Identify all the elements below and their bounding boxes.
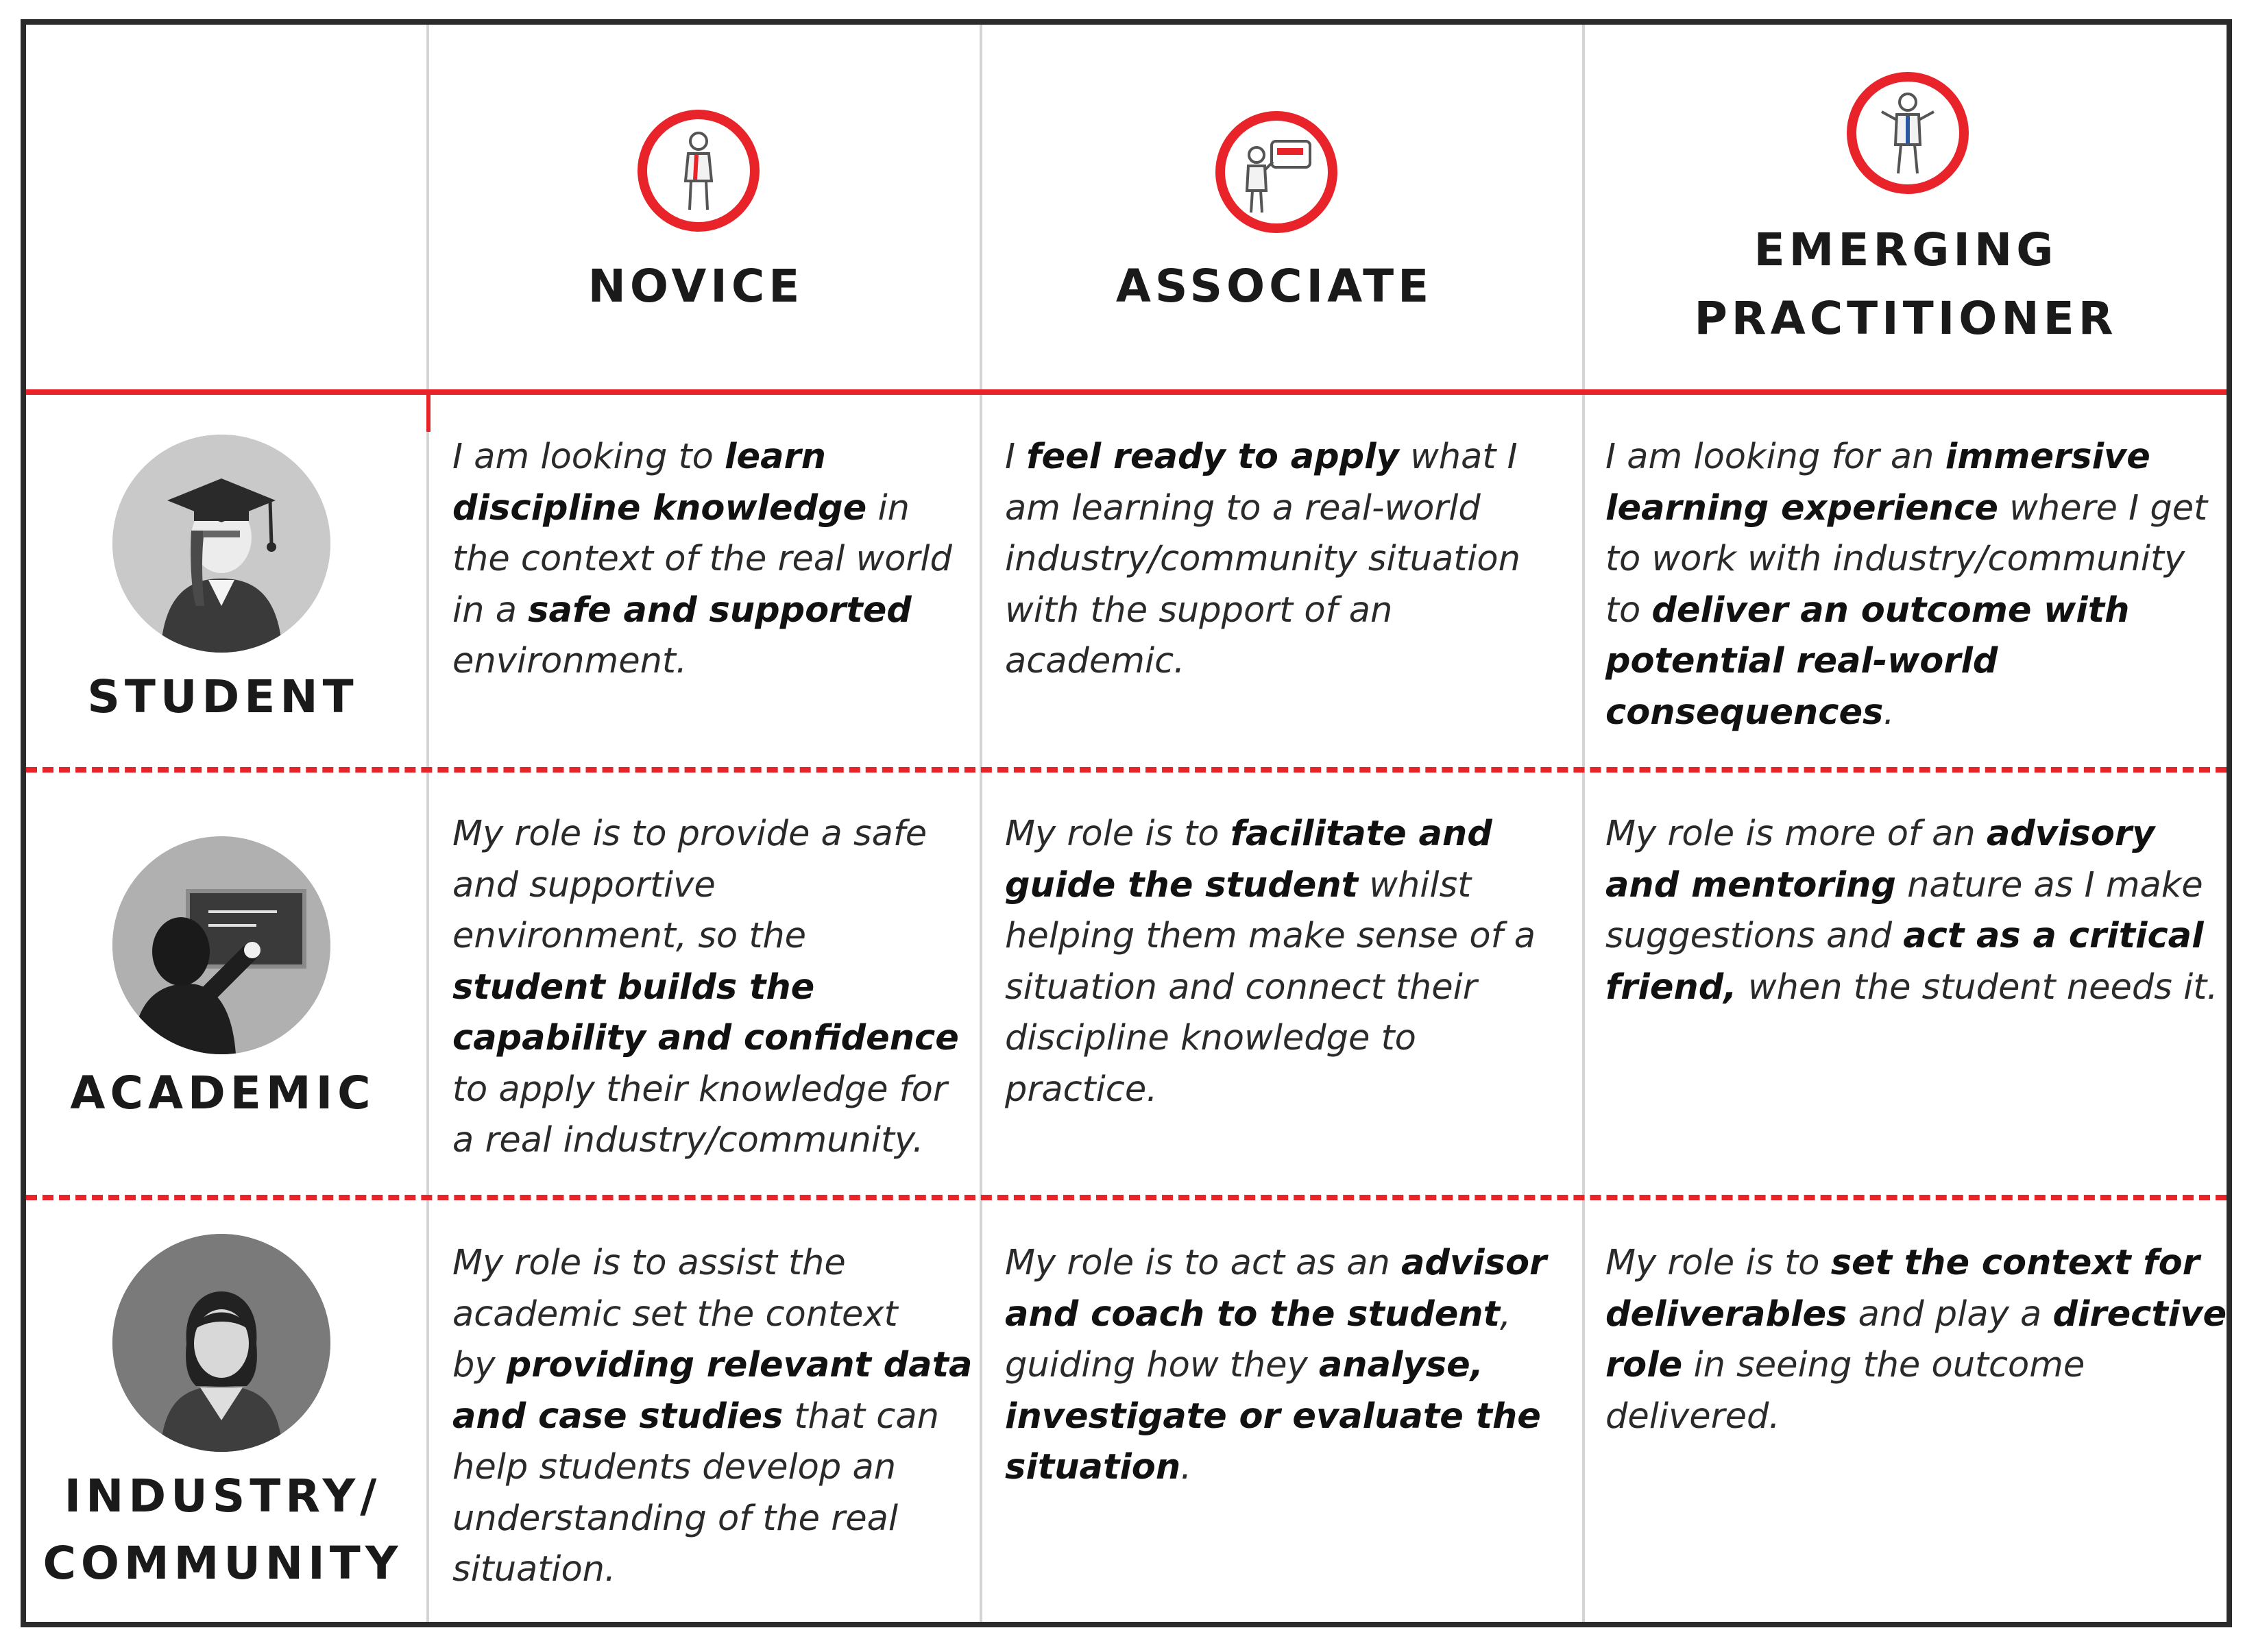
academic-teacher-avatar-icon xyxy=(112,836,330,1054)
level-title-line: PRACTITIONER xyxy=(1694,292,2118,345)
role-label-line: STUDENT xyxy=(87,670,359,723)
cell-text: situation and connect their xyxy=(1005,967,1477,1008)
column-divider xyxy=(426,25,429,1622)
emphasis-text: analyse, xyxy=(1318,1345,1484,1385)
cell-text-line xyxy=(1005,1065,1536,1116)
cell-text: I am looking for an xyxy=(1605,437,1945,477)
cell-text: am learning to a real-world xyxy=(1005,487,1481,529)
emphasis-text: role xyxy=(1605,1345,1683,1385)
cell-text-line xyxy=(1005,911,1536,962)
role-label-student xyxy=(27,664,418,731)
cell-text-line xyxy=(1605,688,2207,739)
emphasis-text: guide the student xyxy=(1005,864,1359,906)
cell-text-line xyxy=(1605,432,2207,483)
emphasis-text: safe and supported xyxy=(528,590,912,631)
cell-text: My role is to provide a safe xyxy=(452,814,927,854)
cell-text: in a xyxy=(452,590,529,631)
cell-text: . xyxy=(1180,1447,1192,1487)
cell-text: My role is more of an xyxy=(1605,814,1987,854)
cell-academic-novice xyxy=(452,809,959,1167)
cell-text-line xyxy=(1605,1340,2227,1392)
cell-text-line xyxy=(452,483,952,535)
emerging-practitioner-icon xyxy=(1847,72,1969,194)
emphasis-text: facilitate and xyxy=(1230,814,1492,854)
cell-text-line xyxy=(1605,483,2207,535)
emphasis-text: act as a critical xyxy=(1903,916,2204,956)
emphasis-text: potential real-world xyxy=(1605,641,1998,681)
cell-text-line xyxy=(1605,1238,2227,1289)
role-label-academic xyxy=(27,1060,418,1127)
cell-text: whilst xyxy=(1358,864,1472,906)
cell-student-novice xyxy=(452,432,952,688)
emphasis-text: deliverables xyxy=(1605,1293,1847,1335)
cell-text: guiding how they xyxy=(1005,1345,1319,1385)
emphasis-text: discipline knowledge xyxy=(452,487,867,529)
level-title-line: ASSOCIATE xyxy=(1115,260,1433,313)
header-divider-tick xyxy=(426,389,430,432)
cell-text: a real industry/community. xyxy=(452,1120,924,1161)
cell-text: to work with industry/community xyxy=(1605,539,2185,579)
cell-text-line xyxy=(452,585,952,637)
column-divider xyxy=(980,25,982,1622)
level-title-emerging-practitioner xyxy=(1597,216,2214,353)
cell-text: delivered. xyxy=(1605,1396,1780,1437)
cell-text: , xyxy=(1500,1293,1512,1335)
cell-text-line xyxy=(1605,636,2207,688)
cell-text-line xyxy=(452,636,952,688)
emphasis-text: providing relevant data xyxy=(506,1345,973,1385)
associate-presenter-icon xyxy=(1215,111,1337,233)
cell-text-line xyxy=(1605,1392,2227,1443)
emphasis-text: student builds the xyxy=(452,967,815,1008)
row-divider-dashed xyxy=(26,767,2227,773)
cell-text: what I xyxy=(1398,437,1518,477)
cell-text: the context of the real world xyxy=(452,539,952,579)
cell-text-line xyxy=(452,1013,959,1065)
cell-text-line xyxy=(1005,1340,1547,1392)
cell-text: My role is to assist the xyxy=(452,1243,846,1283)
cell-text: where I get xyxy=(1998,487,2208,529)
cell-text-line xyxy=(1605,585,2207,637)
novice-figure-icon xyxy=(638,110,760,232)
emphasis-text: learn xyxy=(725,437,826,477)
cell-text: nature as I make xyxy=(1895,864,2203,906)
emphasis-text: deliver an outcome with xyxy=(1651,590,2130,631)
cell-text-line xyxy=(452,1494,972,1545)
level-title-associate xyxy=(983,252,1566,321)
cell-industry-emerging-practitioner xyxy=(1605,1238,2227,1442)
cell-text: environment, so the xyxy=(452,916,807,956)
emphasis-text: and mentoring xyxy=(1605,864,1896,906)
emphasis-text: investigate or evaluate the xyxy=(1005,1396,1541,1437)
cell-text-line xyxy=(1005,1013,1536,1065)
cell-text: to xyxy=(1605,590,1652,631)
emphasis-text: friend, xyxy=(1605,967,1737,1008)
cell-text: understanding of the real xyxy=(452,1498,899,1539)
cell-text: in seeing the outcome xyxy=(1682,1345,2085,1385)
emphasis-text: and case studies xyxy=(452,1396,784,1437)
emphasis-text: advisor xyxy=(1401,1243,1547,1283)
cell-text-line xyxy=(452,534,952,585)
role-label-line: ACADEMIC xyxy=(70,1067,376,1119)
role-label-line: INDUSTRY/ xyxy=(64,1470,382,1522)
cell-text-line xyxy=(452,1442,972,1494)
cell-text: industry/community situation xyxy=(1005,539,1520,579)
cell-text: with the support of an xyxy=(1005,590,1393,631)
cell-text-line xyxy=(1605,962,2218,1014)
cell-text: academic. xyxy=(1005,641,1185,681)
cell-text: and supportive xyxy=(452,864,716,906)
cell-text-line xyxy=(1005,483,1520,535)
cell-text-line xyxy=(452,1115,959,1167)
cell-text: when the student needs it. xyxy=(1736,967,2218,1008)
emphasis-text: learning experience xyxy=(1605,487,1998,529)
cell-text: discipline knowledge to xyxy=(1005,1018,1416,1058)
role-label-industry-community xyxy=(27,1463,418,1597)
cell-text-line xyxy=(452,432,952,483)
cell-industry-associate xyxy=(1005,1238,1547,1494)
cell-text-line xyxy=(1005,860,1536,912)
cell-academic-emerging-practitioner xyxy=(1605,809,2218,1013)
emphasis-text: set the context for xyxy=(1830,1243,2200,1283)
cell-text-line xyxy=(1005,585,1520,637)
cell-text-line xyxy=(1605,860,2218,912)
cell-text: to apply their knowledge for xyxy=(452,1069,947,1110)
cell-text-line xyxy=(1605,1289,2227,1341)
column-divider xyxy=(1582,25,1585,1622)
cell-text-line xyxy=(1005,534,1520,585)
cell-text-line xyxy=(1005,1442,1547,1494)
cell-text-line xyxy=(1605,911,2218,962)
header-divider xyxy=(26,389,2227,395)
role-label-line: COMMUNITY xyxy=(43,1537,403,1590)
cell-text-line xyxy=(452,860,959,912)
cell-text: I xyxy=(1005,437,1027,477)
cell-text: by xyxy=(452,1345,507,1385)
cell-text-line xyxy=(1005,1289,1547,1341)
emphasis-text: directive xyxy=(2052,1293,2227,1335)
cell-text: I am looking to xyxy=(452,437,725,477)
cell-text-line xyxy=(452,1238,972,1289)
cell-text: help students develop an xyxy=(452,1447,897,1487)
cell-text-line xyxy=(452,1289,972,1341)
cell-student-emerging-practitioner xyxy=(1605,432,2207,738)
cell-text: My role is to xyxy=(1605,1243,1831,1283)
cell-text-line xyxy=(1605,809,2218,860)
cell-academic-associate xyxy=(1005,809,1536,1115)
cell-text-line xyxy=(1005,809,1536,860)
level-title-line: EMERGING xyxy=(1754,223,2058,276)
cell-text-line xyxy=(1005,636,1520,688)
cell-text: that can xyxy=(783,1396,939,1437)
cell-text: and play a xyxy=(1847,1293,2053,1335)
emphasis-text: immersive xyxy=(1945,437,2150,477)
cell-text-line xyxy=(1605,534,2207,585)
cell-text: helping them make sense of a xyxy=(1005,916,1536,956)
cell-text-line xyxy=(452,809,959,860)
emphasis-text: consequences xyxy=(1605,692,1884,733)
level-title-novice xyxy=(432,252,960,321)
cell-text: situation. xyxy=(452,1549,616,1590)
cell-text-line xyxy=(1005,1392,1547,1443)
cell-text: . xyxy=(1883,692,1895,733)
graduate-student-avatar-icon xyxy=(112,435,330,653)
row-divider-dashed xyxy=(26,1195,2227,1200)
cell-text-line xyxy=(452,911,959,962)
emphasis-text: and coach to the student xyxy=(1005,1293,1500,1335)
emphasis-text: advisory xyxy=(1986,814,2155,854)
cell-student-associate xyxy=(1005,432,1520,688)
industry-professional-avatar-icon xyxy=(112,1234,330,1452)
cell-text: environment. xyxy=(452,641,688,681)
level-title-line: NOVICE xyxy=(587,260,804,313)
cell-text: in xyxy=(866,487,910,529)
cell-text-line xyxy=(452,1392,972,1443)
emphasis-text: situation xyxy=(1005,1447,1181,1487)
cell-text: My role is to act as an xyxy=(1005,1243,1402,1283)
cell-industry-novice xyxy=(452,1238,972,1596)
cell-text: suggestions and xyxy=(1605,916,1904,956)
emphasis-text: capability and confidence xyxy=(452,1018,959,1058)
emphasis-text: feel ready to apply xyxy=(1026,437,1399,477)
cell-text-line xyxy=(1005,432,1520,483)
cell-text-line xyxy=(452,1340,972,1392)
cell-text-line xyxy=(452,962,959,1014)
cell-text: practice. xyxy=(1005,1069,1158,1110)
cell-text-line xyxy=(452,1065,959,1116)
cell-text-line xyxy=(1005,1238,1547,1289)
cell-text: academic set the context xyxy=(452,1293,898,1335)
cell-text-line xyxy=(452,1544,972,1596)
cell-text-line xyxy=(1005,962,1536,1014)
cell-text: My role is to xyxy=(1005,814,1230,854)
